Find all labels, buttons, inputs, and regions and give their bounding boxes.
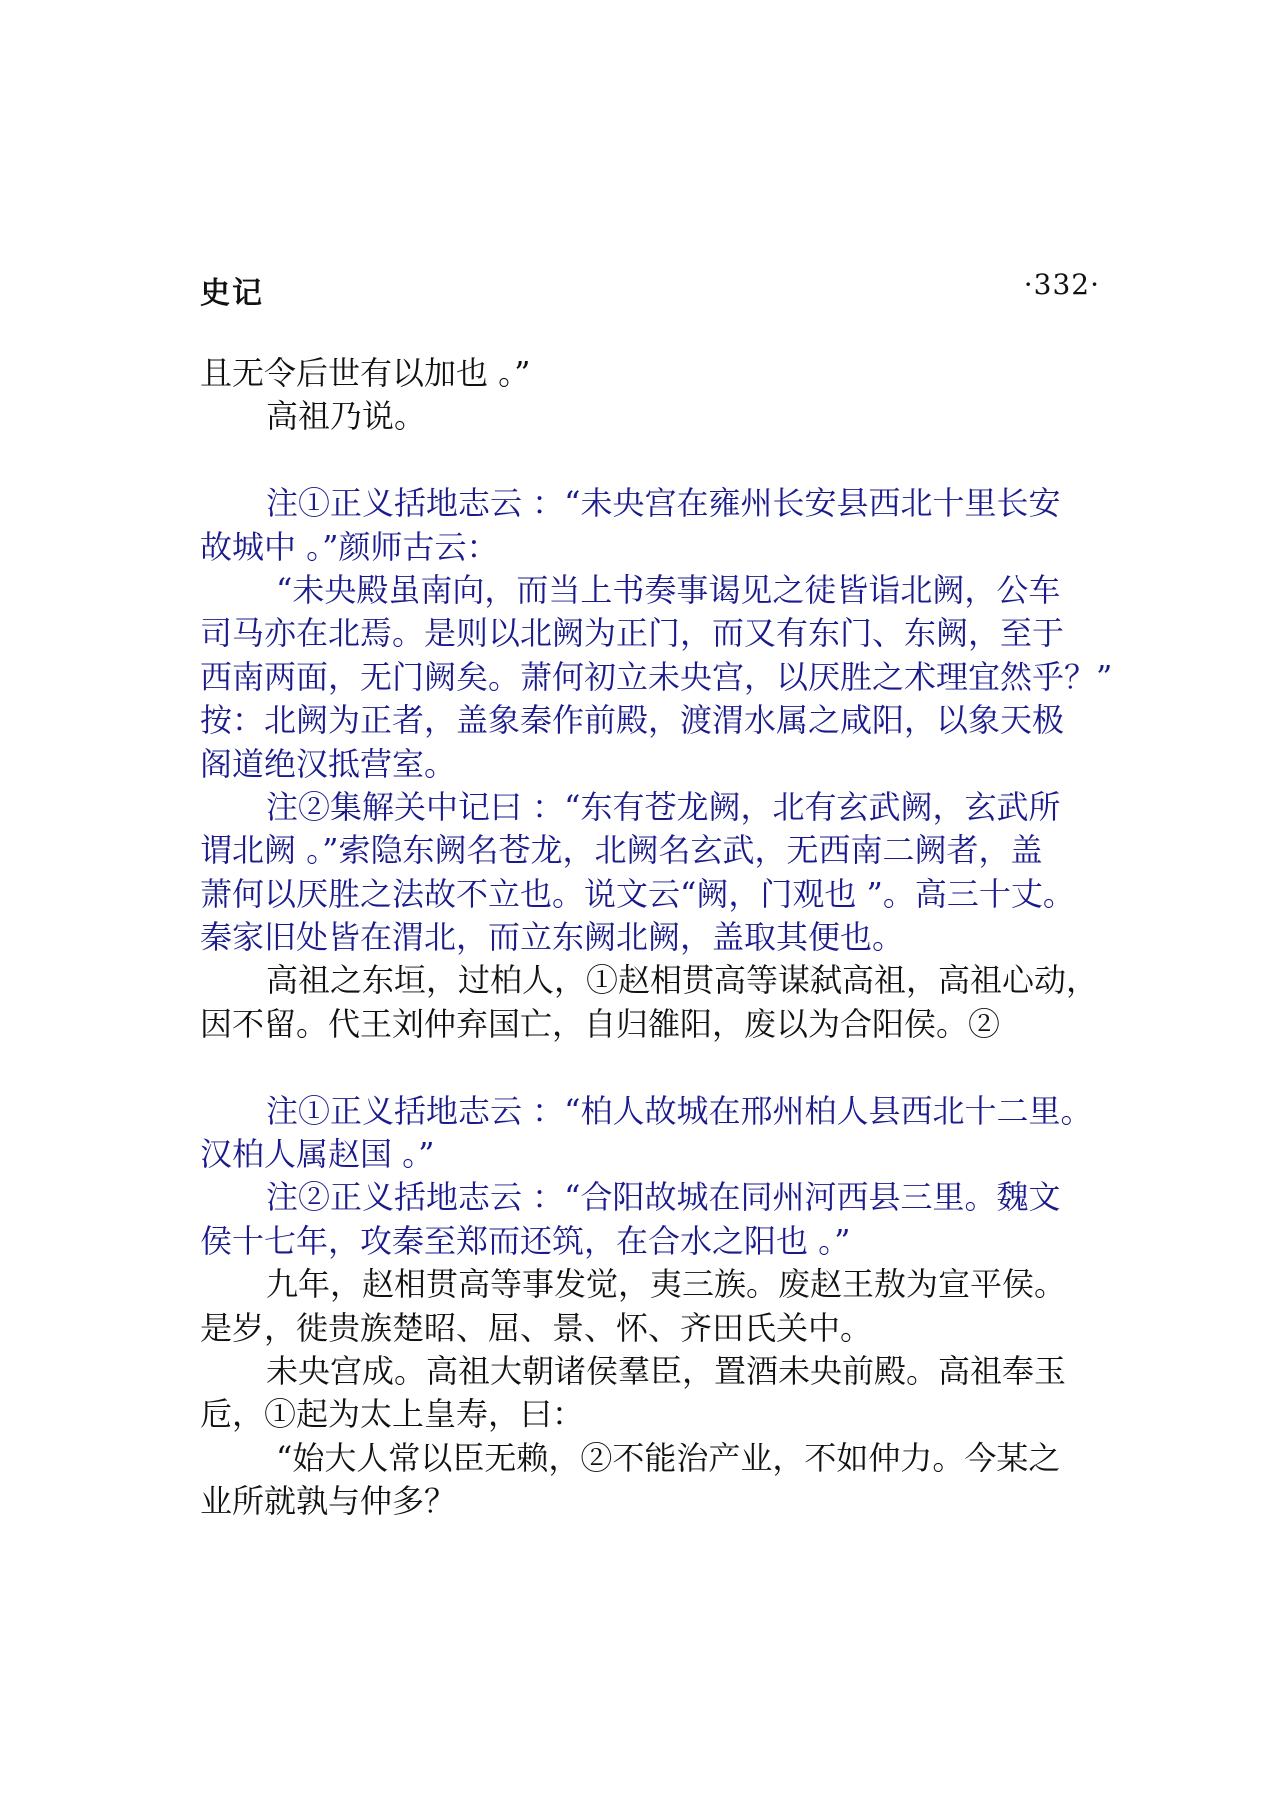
paragraph-gap — [200, 439, 1130, 482]
page-number: ·332· — [1023, 268, 1100, 301]
annotation-line: 谓北阙 。”索隐东阙名苍龙，北阙名玄武，无西南二阙者，盖 — [200, 831, 1043, 870]
annotation-line: 萧何以厌胜之法故不立也。说文云“阙，门观也 ”。高三十丈。 — [200, 874, 1075, 913]
page-body — [200, 352, 1130, 1524]
text-line: 业所就孰与仲多？ — [200, 1482, 457, 1521]
text-line: “始大人常以臣无赖，②不能治产业，不如仲力。今某之 — [276, 1438, 1061, 1477]
annotation-line: 注①正义括地志云 ：“柏人故城在邢州柏人县西北十二里。 — [266, 1091, 1093, 1130]
annotation-line: 阁道绝汉抵营室。 — [200, 744, 457, 783]
annotation-line: 注①正义括地志云 ：“未央宫在雍州长安县西北十里长安 — [266, 484, 1061, 523]
annotation-line: 故城中 。”颜师古云： — [200, 527, 499, 566]
annotation-line: 注②正义括地志云 ：“合阳故城在同州河西县三里。魏文 — [266, 1178, 1061, 1217]
annotation-line: 按：北阙为正者，盖象秦作前殿，渡渭水属之咸阳，以象天极 — [200, 701, 1065, 740]
book-title: 史记 — [200, 276, 264, 311]
text-line: 卮，①起为太上皇寿，曰： — [200, 1395, 585, 1434]
annotation-line: 西南两面，无门阙矣。萧何初立未央宫，以厌胜之术理宜然乎？” — [200, 657, 1113, 696]
page-header — [200, 268, 1100, 312]
annotation-line: 侯十七年，攻秦至郑而还筑，在合水之阳也 。” — [200, 1221, 851, 1260]
annotation-line: 秦家旧处皆在渭北，而立东阙北阙，盖取其便也。 — [200, 918, 905, 957]
annotation-line: “未央殿虽南向，而当上书奏事谒见之徒皆诣北阙，公车 — [276, 570, 1061, 609]
annotation-line: 汉柏人属赵国 。” — [200, 1135, 435, 1174]
annotation-line: 注②集解关中记曰 ：“东有苍龙阙，北有玄武阙，玄武所 — [266, 787, 1061, 826]
text-line: 高祖之东垣，过柏人，①赵相贯高等谋弑高祖，高祖心动， — [266, 961, 1099, 1000]
text-line: 且无令后世有以加也 。” — [200, 354, 531, 392]
text-line: 因不留。代王刘仲弃国亡，自归雒阳，废以为合阳侯。② — [200, 1004, 1001, 1043]
text-line: 高祖乃说。 — [266, 397, 427, 436]
text-line: 未央宫成。高祖大朝诸侯羣臣，置酒未央前殿。高祖奉玉 — [266, 1351, 1067, 1390]
text-line: 是岁，徙贵族楚昭、屈、景、怀、齐田氏关中。 — [200, 1308, 873, 1347]
annotation-line: 司马亦在北焉。是则以北阙为正门，而又有东门、东阙，至于 — [200, 614, 1065, 653]
text-line: 九年，赵相贯高等事发觉，夷三族。废赵王敖为宣平侯。 — [266, 1265, 1067, 1304]
paragraph-gap — [200, 1046, 1130, 1089]
